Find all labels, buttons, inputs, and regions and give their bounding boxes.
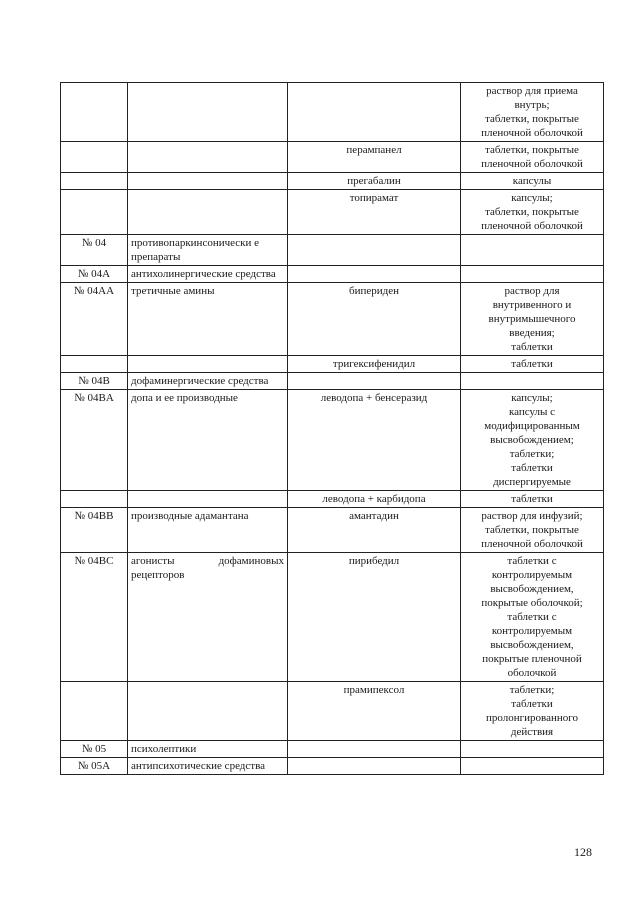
dosage-form-line: пленочной оболочкой	[481, 220, 583, 232]
table-row	[61, 682, 604, 741]
drug-name-cell: бипериден	[288, 283, 461, 356]
atc-code-cell	[61, 682, 128, 741]
dosage-form-cell	[461, 173, 604, 190]
group-name-cell: антипсихотические средства	[128, 758, 288, 775]
drug-name-cell: прамипексол	[288, 682, 461, 741]
group-name-cell: противопаркинсонически е препараты	[128, 235, 288, 266]
dosage-form-line: введения;	[509, 327, 555, 339]
dosage-form-line: таблетки	[511, 358, 553, 370]
group-name-cell: третичные амины	[128, 283, 288, 356]
atc-code-cell	[61, 83, 128, 142]
dosage-form-line: пленочной оболочкой	[481, 538, 583, 550]
dosage-form-line: таблетки, покрытые	[485, 144, 579, 156]
atc-code-cell: № 04BC	[61, 553, 128, 682]
dosage-form-cell	[461, 491, 604, 508]
table-row	[61, 741, 604, 758]
drug-name-cell	[288, 235, 461, 266]
dosage-form-line: покрытые оболочкой;	[481, 597, 583, 609]
table-row	[61, 190, 604, 235]
dosage-form-line: таблетки	[511, 341, 553, 353]
dosage-form-line: таблетки	[511, 698, 553, 710]
table-row	[61, 83, 604, 142]
group-name-cell	[128, 173, 288, 190]
drug-name-cell	[288, 83, 461, 142]
dosage-form-cell	[461, 266, 604, 283]
dosage-form-line: раствор для приема	[486, 85, 578, 97]
drug-name-cell	[288, 373, 461, 390]
drug-name-cell: прегабалин	[288, 173, 461, 190]
atc-code-cell	[61, 142, 128, 173]
table-row	[61, 235, 604, 266]
dosage-form-cell	[461, 741, 604, 758]
atc-code-cell: № 05	[61, 741, 128, 758]
group-name-cell	[128, 190, 288, 235]
group-name-cell: психолептики	[128, 741, 288, 758]
dosage-form-cell	[461, 356, 604, 373]
dosage-form-cell	[461, 190, 604, 235]
group-name-cell	[128, 682, 288, 741]
dosage-form-line: модифицированным	[484, 420, 580, 432]
dosage-form-cell	[461, 373, 604, 390]
table-row	[61, 373, 604, 390]
drug-name-cell: леводопа + бенсеразид	[288, 390, 461, 491]
drug-name-cell: леводопа + карбидопа	[288, 491, 461, 508]
dosage-form-line: высвобождением,	[490, 583, 574, 595]
dosage-form-cell	[461, 390, 604, 491]
dosage-form-line: внутривенного и	[492, 299, 572, 311]
drug-name-cell	[288, 741, 461, 758]
table-row	[61, 390, 604, 491]
group-name-cell	[128, 356, 288, 373]
dosage-form-line: таблетки, покрытые	[485, 524, 579, 536]
dosage-form-cell	[461, 235, 604, 266]
dosage-form-line: диспергируемые	[493, 476, 571, 488]
dosage-form-line: покрытые пленочной	[482, 653, 582, 665]
atc-code-cell	[61, 173, 128, 190]
group-name-cell: допа и ее производные	[128, 390, 288, 491]
atc-code-cell: № 05A	[61, 758, 128, 775]
table-row	[61, 508, 604, 553]
dosage-form-line: таблетки;	[509, 448, 555, 460]
dosage-form-line: таблетки с	[507, 611, 557, 623]
drug-name-cell: топирамат	[288, 190, 461, 235]
atc-code-cell	[61, 190, 128, 235]
dosage-form-line: высвобождением,	[490, 639, 574, 651]
group-name-cell	[128, 142, 288, 173]
drug-table-body	[61, 83, 604, 775]
group-name-cell: производные адамантана	[128, 508, 288, 553]
table-row	[61, 553, 604, 682]
dosage-form-cell	[461, 682, 604, 741]
dosage-form-line: капсулы с	[508, 406, 556, 418]
table-row	[61, 758, 604, 775]
group-name-cell: дофаминергические средства	[128, 373, 288, 390]
table-row	[61, 356, 604, 373]
atc-code-cell: № 04BB	[61, 508, 128, 553]
atc-code-cell: № 04BA	[61, 390, 128, 491]
atc-code-cell: № 04	[61, 235, 128, 266]
drug-name-cell: пирибедил	[288, 553, 461, 682]
table-row	[61, 283, 604, 356]
dosage-form-line: действия	[510, 726, 554, 738]
dosage-form-cell	[461, 758, 604, 775]
dosage-form-line: пролонгированного	[486, 712, 578, 724]
group-name-cell: антихолинергические средства	[128, 266, 288, 283]
dosage-form-line: таблетки с	[507, 555, 557, 567]
dosage-form-line: пленочной оболочкой	[481, 158, 583, 170]
atc-code-cell: № 04AA	[61, 283, 128, 356]
atc-code-cell: № 04A	[61, 266, 128, 283]
dosage-form-line: таблетки, покрытые	[485, 206, 579, 218]
table-row	[61, 142, 604, 173]
dosage-form-cell	[461, 83, 604, 142]
drug-name-cell	[288, 758, 461, 775]
group-name-cell	[128, 83, 288, 142]
dosage-form-cell	[461, 553, 604, 682]
group-name-cell: агонисты дофаминовых рецепторов	[128, 553, 288, 682]
dosage-form-cell	[461, 142, 604, 173]
dosage-form-line: внутрь;	[514, 99, 550, 111]
dosage-form-line: контролируемым	[491, 625, 573, 637]
dosage-form-line: раствор для	[504, 285, 560, 297]
atc-code-cell	[61, 356, 128, 373]
dosage-form-line: капсулы	[512, 175, 552, 187]
drug-name-cell: перампанел	[288, 142, 461, 173]
dosage-form-line: капсулы;	[511, 192, 553, 204]
drug-name-cell	[288, 266, 461, 283]
dosage-form-cell	[461, 508, 604, 553]
atc-code-cell	[61, 491, 128, 508]
drug-name-cell: тригексифенидил	[288, 356, 461, 373]
dosage-form-line: таблетки	[511, 493, 553, 505]
dosage-form-line: раствор для инфузий;	[481, 510, 583, 522]
dosage-form-cell	[461, 283, 604, 356]
atc-code-cell: № 04B	[61, 373, 128, 390]
dosage-form-line: капсулы;	[511, 392, 553, 404]
dosage-form-line: контролируемым	[491, 569, 573, 581]
dosage-form-line: пленочной оболочкой	[481, 127, 583, 139]
dosage-form-line: таблетки;	[509, 684, 555, 696]
page-number: 128	[574, 845, 592, 859]
drug-name-cell: амантадин	[288, 508, 461, 553]
dosage-form-line: таблетки	[511, 462, 553, 474]
dosage-form-line: оболочкой	[507, 667, 557, 679]
dosage-form-line: внутримышечного	[488, 313, 576, 325]
drug-table	[60, 82, 604, 775]
group-name-cell	[128, 491, 288, 508]
table-row	[61, 173, 604, 190]
table-row	[61, 491, 604, 508]
dosage-form-line: высвобождением;	[490, 434, 574, 446]
table-row	[61, 266, 604, 283]
dosage-form-line: таблетки, покрытые	[485, 113, 579, 125]
